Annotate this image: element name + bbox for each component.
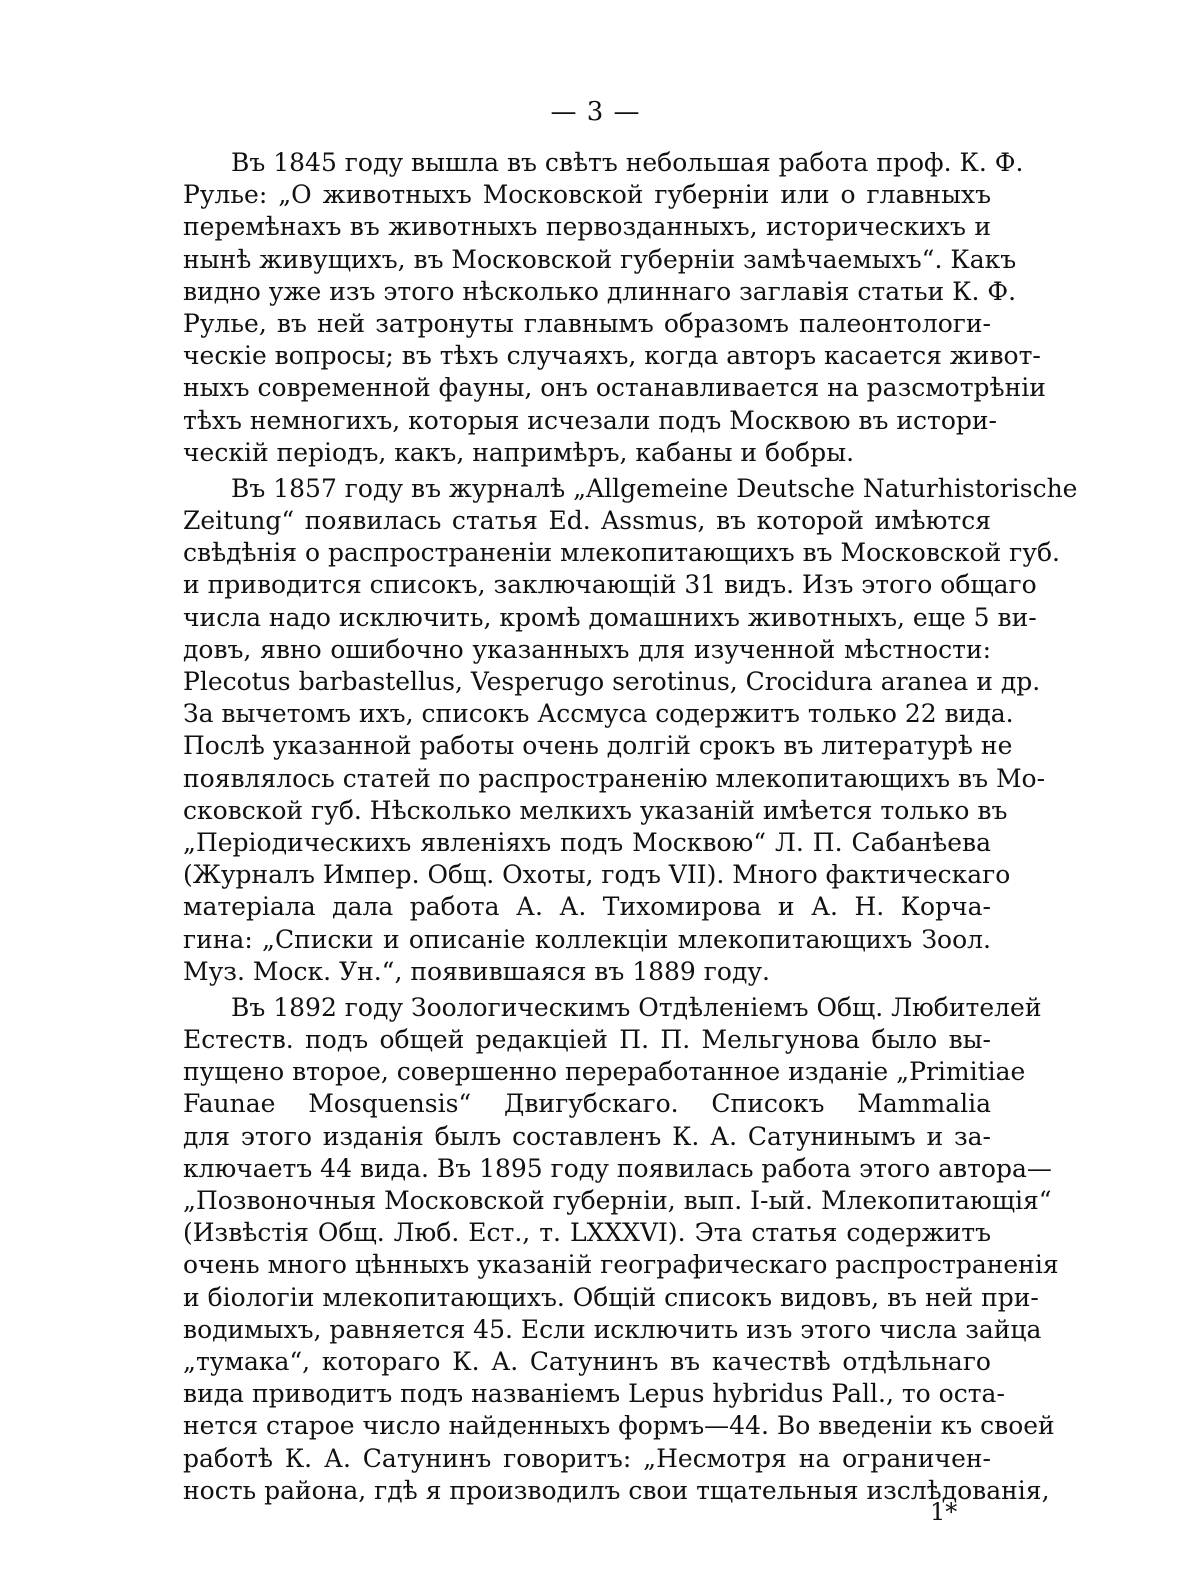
text-line: Въ 1857 году въ журналѣ „Allgemeine Deutsche Naturhistorische: [231, 473, 1078, 503]
text-line: перемѣнахъ въ животныхъ первозданныхъ, историческихъ и: [183, 212, 991, 242]
text-line: ческій періодъ, какъ, напримѣръ, кабаны и бобры.: [183, 437, 855, 467]
text-line: ныхъ современной фауны, онъ останавливается на разсмотрѣніи: [183, 373, 1046, 403]
text-line: За вычетомъ ихъ, списокъ Ассмуса содержитъ только 22 вида.: [183, 699, 1014, 729]
text-line: Естеств. подъ общей редакціей П. П. Мельгунова было вы-: [183, 1025, 991, 1055]
text-line: нется старое число найденныхъ формъ—44. Во введеніи къ своей: [183, 1411, 1055, 1441]
text-line: Plecotus barbastellus, Vesperugo serotinus, Crocidura aranea и др.: [183, 667, 1041, 696]
text-line: вида приводитъ подъ названіемъ Lepus hybridus Pall., то оста-: [183, 1379, 1005, 1409]
text-line: пущено второе, совершенно переработанное изданіе „Primitiae: [183, 1057, 1026, 1087]
text-line: Послѣ указанной работы очень долгій срокъ въ литературѣ не: [183, 731, 1013, 761]
text-line: ключаетъ 44 вида. Въ 1895 году появилась работа этого автора—: [183, 1153, 1052, 1183]
text-line: сковской губ. Нѣсколько мелкихъ указаній имѣется только въ: [183, 795, 1008, 825]
text-line: для этого изданія былъ составленъ К. А. Сатунинымъ и за-: [183, 1121, 991, 1151]
text-line: Муз. Моск. Ун.“, появившаяся въ 1889 году.: [183, 956, 770, 986]
text-line: нынѣ живущихъ, въ Московской губерніи замѣчаемыхъ“. Какъ: [183, 244, 1017, 274]
text-line: и біологіи млекопитающихъ. Общій списокъ видовъ, въ ней при-: [183, 1282, 1039, 1312]
text-line: Рулье, въ ней затронуты главнымъ образомъ палеонтологи-: [183, 308, 991, 338]
text-line: „Періодическихъ явленіяхъ подъ Москвою“ Л. П. Сабанѣева: [183, 827, 991, 857]
text-line: очень много цѣнныхъ указаній географическаго распространенія: [183, 1250, 1059, 1280]
text-line: матеріала дала работа А. А. Тихомирова и А. Н. Корча-: [183, 892, 991, 922]
text-line: видно уже изъ этого нѣсколько длиннаго заглавія статьи К. Ф.: [183, 276, 1017, 306]
text-line: ность района, гдѣ я производилъ свои тщательныя изслѣдованія,: [183, 1475, 1050, 1505]
text-line: Въ 1892 году Зоологическимъ Отдѣленіемъ Общ. Любителей: [231, 992, 1042, 1022]
text-line: (Журналъ Импер. Общ. Охоты, годъ VII). Много фактическаго: [183, 860, 1011, 890]
page-number: — 3 —: [550, 97, 641, 127]
text-line: довъ, явно ошибочно указанныхъ для изученной мѣстности:: [183, 634, 991, 664]
text-line: появлялось статей по распространенію млекопитающихъ въ Мо-: [183, 763, 1046, 793]
text-line: тѣхъ немногихъ, которыя исчезали подъ Москвою въ истори-: [183, 405, 997, 435]
text-line: работѣ К. А. Сатунинъ говоритъ: „Несмотря на ограничен-: [183, 1443, 991, 1473]
text-line: Рулье: „О животныхъ Московской губерніи или о главныхъ: [183, 180, 991, 210]
text-line: (Извѣстія Общ. Люб. Ест., т. LXXXVI). Эта статья содержитъ: [183, 1218, 991, 1248]
text-line: числа надо исключить, кромѣ домашнихъ животныхъ, еще 5 ви-: [183, 602, 1037, 632]
signature-mark: 1*: [930, 1498, 958, 1526]
text-line: водимыхъ, равняется 45. Если исключить изъ этого числа зайца: [183, 1314, 1042, 1344]
text-line: гина: „Списки и описаніе коллекціи млекопитающихъ Зоол.: [183, 924, 991, 954]
text-line: „Позвоночныя Московской губерніи, вып. I-ый. Млекопитающія“: [183, 1186, 1052, 1215]
text-line: Zeitung“ появилась статья Ed. Assmus, въ которой имѣются: [183, 506, 991, 536]
text-line: „тумака“, котораго К. А. Сатунинъ въ качествѣ отдѣльнаго: [183, 1346, 991, 1376]
text-line: Въ 1845 году вышла въ свѣтъ небольшая работа проф. К. Ф.: [231, 148, 1024, 177]
text-line: ческіе вопросы; въ тѣхъ случаяхъ, когда авторъ касается живот-: [183, 341, 1041, 371]
text-line: и приводится списокъ, заключающій 31 видъ. Изъ этого общаго: [183, 570, 1037, 600]
text-line: Faunae Mosquensis“ Двигубскаго. Списокъ Mammalia: [183, 1089, 991, 1119]
text-line: свѣдѣнія о распространеніи млекопитающихъ въ Московской губ.: [183, 538, 1060, 568]
body-text: [183, 147, 1078, 1507]
